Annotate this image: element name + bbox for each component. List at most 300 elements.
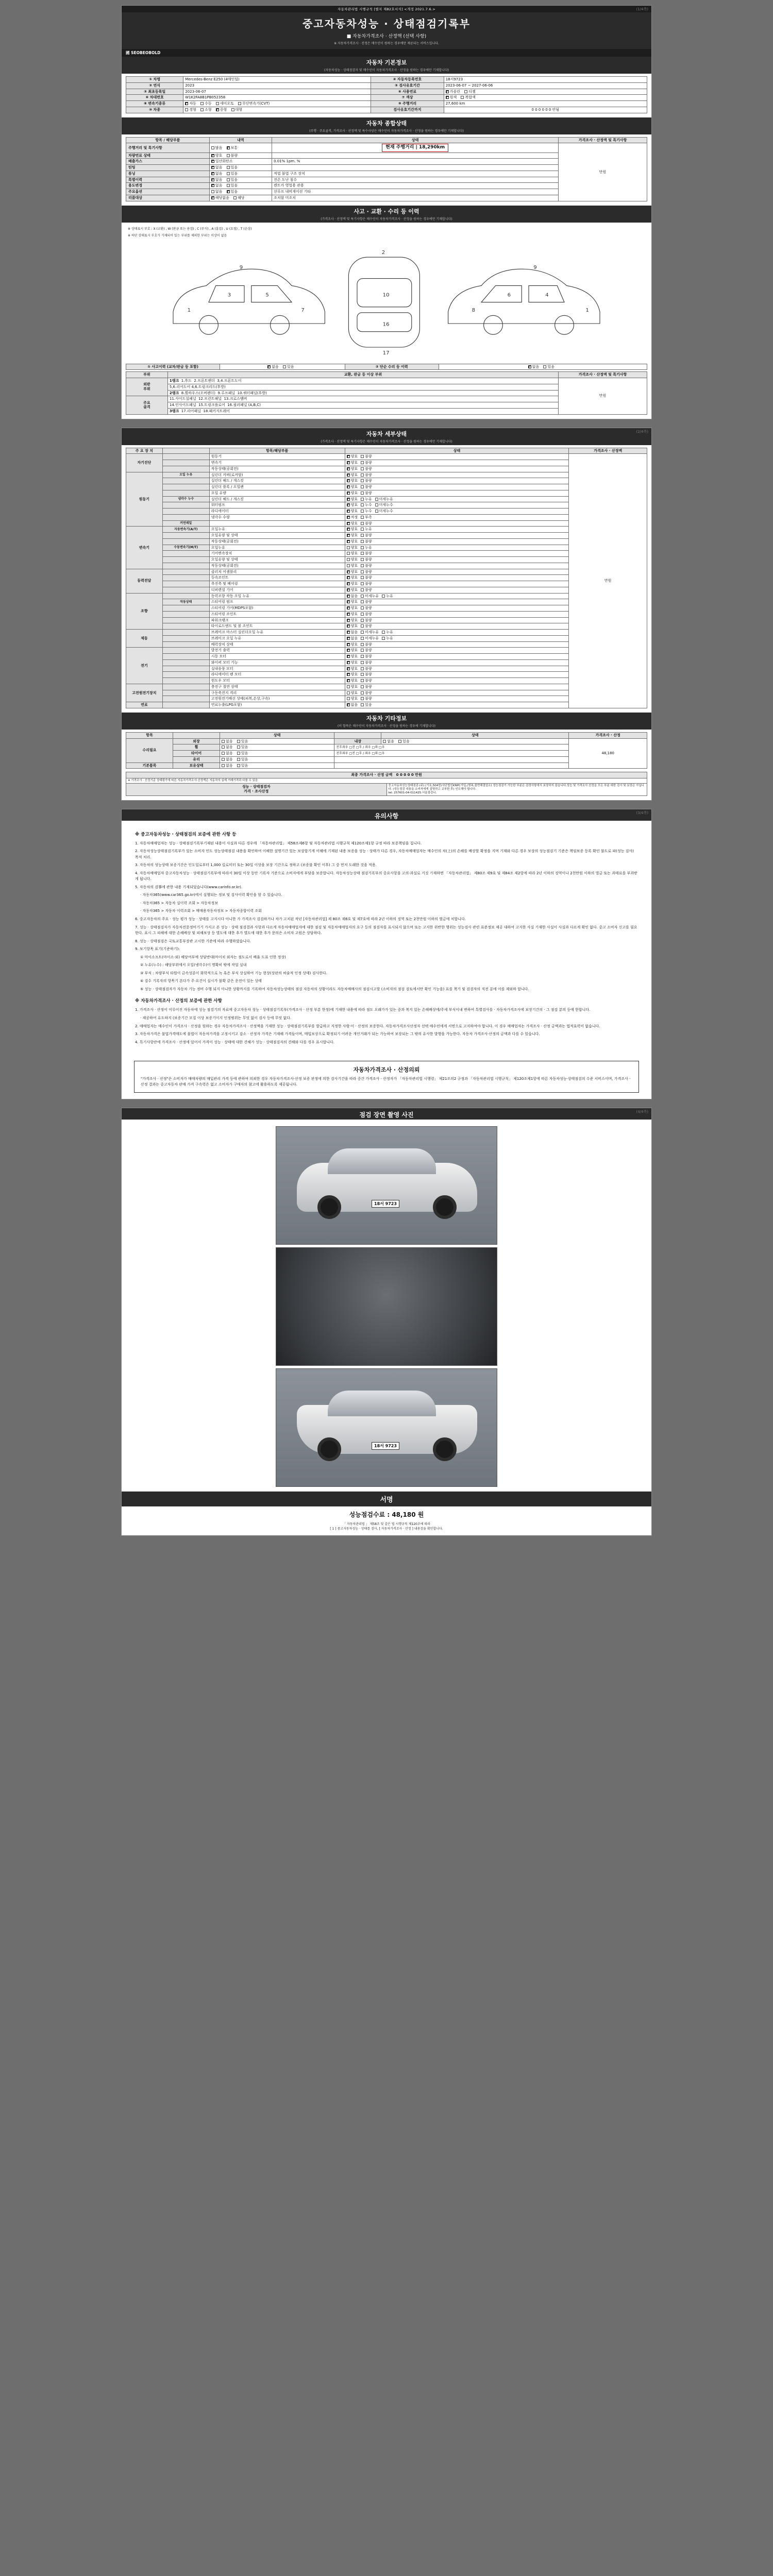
- detail-item-options[interactable]: [345, 490, 569, 496]
- detail-item-label: 충전구 절연 상태: [209, 684, 345, 690]
- checkbox-미세누유[interactable]: [361, 631, 364, 634]
- checkbox-semiauto[interactable]: [216, 102, 219, 105]
- checkbox-누수[interactable]: [361, 510, 364, 513]
- row-label: 용도변경: [126, 183, 210, 189]
- detail-item-options[interactable]: [345, 684, 569, 690]
- detail-item-options[interactable]: [345, 630, 569, 636]
- option-label: 없음: [225, 739, 233, 743]
- checkbox-yes[interactable]: [237, 764, 240, 767]
- checkbox-있음[interactable]: [361, 703, 364, 706]
- checkbox-co[interactable]: [211, 160, 214, 163]
- checkbox-불량[interactable]: [361, 534, 364, 537]
- row-options[interactable]: [209, 195, 272, 201]
- checkbox-양호[interactable]: [347, 697, 350, 700]
- checkbox-불량[interactable]: [361, 455, 364, 458]
- detail-subgroup-label: 작동상태: [162, 599, 209, 605]
- option-label: 소형: [204, 107, 212, 112]
- checkbox-누유[interactable]: [361, 498, 364, 501]
- checkbox-불량[interactable]: [361, 522, 364, 525]
- checkbox-양호[interactable]: [347, 588, 350, 591]
- table-header-row: [126, 372, 647, 378]
- table-row: [126, 659, 647, 666]
- checkbox-large[interactable]: [231, 108, 234, 111]
- checkbox-불량[interactable]: [361, 667, 364, 670]
- row-memo: 전손 도난 침수: [272, 177, 559, 183]
- detail-item-options[interactable]: [345, 648, 569, 654]
- checkbox-누유[interactable]: [361, 528, 364, 531]
- checkbox-불량[interactable]: [361, 613, 364, 616]
- table-row: [126, 617, 647, 623]
- checkbox-불량[interactable]: [361, 564, 364, 567]
- detail-subgroup-label: [162, 696, 209, 702]
- option-label: 불량: [365, 697, 372, 701]
- table-row: [126, 478, 647, 484]
- checkbox-light[interactable]: [185, 108, 188, 111]
- checkbox-불량[interactable]: [361, 606, 364, 609]
- checkbox-yes[interactable]: [227, 172, 230, 175]
- checkbox-불량[interactable]: [361, 624, 364, 628]
- rank-item: 16.필러패널 (A,B,C): [227, 403, 261, 407]
- checkbox-none[interactable]: [222, 758, 225, 761]
- mileage-unit: km: [459, 101, 465, 106]
- detail-subgroup-label: 자동변속기(A/T): [162, 527, 209, 533]
- detail-subgroup-label: [162, 611, 209, 617]
- checkbox-양호[interactable]: [347, 600, 350, 603]
- checkbox-누유[interactable]: [382, 631, 385, 634]
- field-label: ⑤ 검사유효기간: [371, 82, 444, 89]
- option-label: 누유: [386, 630, 393, 634]
- checkbox-good[interactable]: [211, 154, 214, 157]
- table-row: [126, 107, 647, 113]
- checkbox-양호[interactable]: [347, 552, 350, 555]
- checkbox-medium[interactable]: [216, 108, 219, 111]
- etc-options[interactable]: [220, 756, 334, 762]
- detail-item-options[interactable]: [345, 538, 569, 545]
- checkbox-불량[interactable]: [361, 649, 364, 652]
- inspection-fee: [122, 1506, 651, 1521]
- checkbox-양호[interactable]: [347, 661, 350, 664]
- detail-subgroup-label: [162, 641, 209, 648]
- row-memo: 0.01% 1pm. %: [272, 159, 559, 165]
- checkbox-bad[interactable]: [227, 154, 230, 157]
- row-options[interactable]: [209, 143, 272, 152]
- field-value: 2023: [183, 82, 371, 89]
- checkbox-yes[interactable]: [227, 184, 230, 187]
- checkbox-불량[interactable]: [361, 558, 364, 561]
- checkbox-양호[interactable]: [347, 510, 350, 513]
- checkbox-양호[interactable]: [347, 685, 350, 688]
- detail-item-options[interactable]: [345, 454, 569, 460]
- option-label: 양호: [350, 690, 358, 695]
- checkbox-불량[interactable]: [361, 552, 364, 555]
- row-options[interactable]: [209, 171, 272, 177]
- checkbox-양호[interactable]: [347, 564, 350, 567]
- color-options[interactable]: [444, 95, 647, 101]
- row-label: 배출가스: [126, 159, 210, 165]
- col-header-item: 항목/해당부품: [209, 448, 345, 454]
- detail-item-options[interactable]: [345, 605, 569, 612]
- checkbox-none[interactable]: [222, 764, 225, 767]
- checkbox-none[interactable]: [383, 740, 386, 743]
- rank-item: 13.크로스멤버: [224, 397, 247, 401]
- option-label: 없음: [225, 745, 233, 750]
- row-options[interactable]: [209, 152, 272, 159]
- checkbox-양호[interactable]: [347, 624, 350, 628]
- checkbox-불량[interactable]: [361, 685, 364, 688]
- detail-item-options[interactable]: [345, 533, 569, 539]
- table-row: [126, 514, 647, 520]
- checkbox-yes[interactable]: [227, 178, 230, 181]
- price-summary-table: [126, 772, 647, 795]
- notice-item: ② 누유(누수) : 해당부위에서 오일(냉각수)이 명확히 밖에 작업 실내: [140, 963, 247, 968]
- detail-item-label: 실린더 블록 / 오일팬: [209, 484, 345, 490]
- etc-position-options[interactable]: 전후좌우 □전 □후 / 좌우 □좌 □우: [334, 744, 569, 751]
- checkbox-small[interactable]: [200, 108, 204, 111]
- row-label: 차량연료 상태: [126, 152, 210, 159]
- section-overall-subtitle: (주행 · 주요골격, 가격조사 · 산정액 및 특수사양은 매수인이 자동차가격조사 · 산정을 원하는 경우에만 기재합니다): [122, 128, 651, 134]
- checkbox-없음[interactable]: [347, 595, 350, 598]
- checkbox-양호[interactable]: [347, 522, 350, 525]
- checkbox-양호[interactable]: [347, 498, 350, 501]
- detail-item-options[interactable]: [345, 599, 569, 605]
- checkbox-none[interactable]: [222, 740, 225, 743]
- detail-item-options[interactable]: [345, 484, 569, 490]
- rank-row: [167, 408, 558, 414]
- checkbox-양호[interactable]: [347, 479, 350, 482]
- checkbox-양호[interactable]: [347, 528, 350, 531]
- option-label: 불량: [365, 666, 372, 671]
- checkbox-미세누유[interactable]: [375, 498, 378, 501]
- checkbox-없음[interactable]: [347, 637, 350, 640]
- detail-item-options[interactable]: [345, 575, 569, 581]
- checkbox-accident-yes[interactable]: [283, 365, 286, 368]
- checkbox-불량[interactable]: [361, 619, 364, 622]
- checkbox-single-color[interactable]: [446, 96, 449, 99]
- option-label: 불량: [365, 690, 372, 695]
- option-label: 없음: [215, 177, 223, 182]
- notice-item: ⑤ 성능 · 상태점검자가 자동차 기능 정비 수행 되지 아니한 상황까지를 기록하여 자동차성능상태의 점검 자동차의 상황이라도 자동차매매사의 점검시고할 (소비자의 점검 검토에서만 확인 기능을) 표를 책기 및 검검자의 직전 분에 이를 제외하 합니다.: [140, 987, 529, 991]
- detail-item-options[interactable]: [345, 545, 569, 551]
- detail-item-options[interactable]: [345, 520, 569, 527]
- detail-item-options[interactable]: [345, 581, 569, 587]
- checkbox-불량[interactable]: [361, 691, 364, 694]
- checkbox-양호[interactable]: [347, 570, 350, 573]
- checkbox-불량[interactable]: [361, 661, 364, 664]
- inspector-statement: [386, 783, 647, 795]
- etc-options[interactable]: [220, 762, 334, 769]
- checkbox-yes[interactable]: [398, 740, 401, 743]
- etc-options[interactable]: [220, 738, 334, 744]
- transmission-options[interactable]: [183, 101, 371, 107]
- option-label: 양호: [350, 697, 358, 701]
- checkbox-yes[interactable]: [227, 166, 230, 169]
- detail-item-options[interactable]: [345, 696, 569, 702]
- checkbox-양호[interactable]: [347, 473, 350, 477]
- detail-item-options[interactable]: [345, 569, 569, 575]
- checkbox-gasoline[interactable]: [446, 90, 449, 93]
- rank-item: 14.인사이드패널: [169, 403, 196, 407]
- checkbox-없음[interactable]: [347, 631, 350, 634]
- detail-item-label: 냉각수 수량: [209, 514, 345, 520]
- checkbox-미세누유[interactable]: [361, 595, 364, 598]
- detail-item-options[interactable]: [345, 617, 569, 623]
- etc-options[interactable]: [220, 751, 334, 757]
- checkbox-불량[interactable]: [361, 540, 364, 543]
- checkbox-none[interactable]: [211, 166, 214, 169]
- checkbox-불량[interactable]: [361, 600, 364, 603]
- detail-item-options[interactable]: [345, 702, 569, 708]
- detail-item-options[interactable]: [345, 472, 569, 478]
- checkbox-불량[interactable]: [361, 655, 364, 658]
- detail-subgroup-label: [162, 454, 209, 460]
- detail-item-options[interactable]: [345, 641, 569, 648]
- option-label: 불량: [365, 551, 372, 556]
- etc-position-options[interactable]: 전후좌우 □전 □후 / 좌우 □좌 □우: [334, 751, 569, 757]
- checkbox-불량[interactable]: [361, 673, 364, 676]
- checkbox-none[interactable]: [222, 745, 225, 749]
- checkbox-none[interactable]: [211, 178, 214, 181]
- col-header-state2: 상태: [381, 732, 569, 738]
- checkbox-manual[interactable]: [200, 102, 204, 105]
- detail-item-label: 디퍼렌셜 기어: [209, 587, 345, 593]
- option-label: 양호: [350, 618, 358, 622]
- rank-item: 18.패키지트레이: [203, 409, 230, 413]
- checkbox-양호[interactable]: [347, 643, 350, 646]
- col-header-item: 항목 / 해당부품: [126, 137, 210, 143]
- checkbox-부족[interactable]: [361, 516, 364, 519]
- detail-item-options[interactable]: [345, 460, 569, 466]
- table-row: [126, 538, 647, 545]
- checkbox-yes[interactable]: [237, 758, 240, 761]
- checkbox-누유[interactable]: [361, 546, 364, 549]
- detail-item-options[interactable]: [345, 496, 569, 502]
- checkbox-양호[interactable]: [347, 485, 350, 488]
- checkbox-누수[interactable]: [361, 503, 364, 506]
- section-etc-title: 자동차 기타정보: [122, 713, 651, 723]
- row-options[interactable]: [209, 183, 272, 189]
- checkbox-양호[interactable]: [347, 667, 350, 670]
- option-label: 불량: [365, 642, 372, 647]
- section-etc-subtitle: (이 항목은 매수인이 자동차가격조사 · 산정을 원하는 경우에 기재합니다): [122, 723, 651, 730]
- table-row: [126, 101, 647, 107]
- checkbox-불량[interactable]: [361, 473, 364, 477]
- table-row: [126, 605, 647, 612]
- detail-subgroup-label: [162, 509, 209, 515]
- detail-item-label: 추진축 및 베어링: [209, 581, 345, 587]
- fee-value: 48,180 원: [392, 1511, 424, 1518]
- field-value: W1K2FA8B1PB052358: [183, 95, 371, 101]
- etc-options[interactable]: [381, 738, 569, 744]
- detail-item-options[interactable]: [345, 659, 569, 666]
- type-options[interactable]: [183, 107, 371, 113]
- accident-history-value[interactable]: 없음 있음: [220, 364, 345, 370]
- checkbox-yes[interactable]: [227, 190, 230, 193]
- accident-legend-1: ※ 상태표시 부호 : X (교환) , W (판금 또는 용접) , C (부식) , A (흠집) , U (요철) , T (손상): [128, 227, 252, 231]
- checkbox-양호[interactable]: [347, 619, 350, 622]
- option-label: 미세누유: [365, 594, 379, 598]
- checkbox-yes[interactable]: [237, 745, 240, 749]
- detail-item-options[interactable]: [345, 678, 569, 684]
- detail-item-options[interactable]: [345, 509, 569, 515]
- checkbox-accident-none[interactable]: [267, 365, 271, 368]
- detail-subgroup-label: [162, 581, 209, 587]
- checkbox-누유[interactable]: [382, 595, 385, 598]
- detail-item-options[interactable]: [345, 635, 569, 641]
- checkbox-양호[interactable]: [347, 461, 350, 464]
- option-label: 자동: [189, 101, 196, 106]
- detail-item-options[interactable]: [345, 690, 569, 696]
- row-options[interactable]: [209, 165, 272, 171]
- row-options[interactable]: [209, 177, 272, 183]
- checkbox-양호[interactable]: [347, 534, 350, 537]
- checkbox-양호[interactable]: [347, 582, 350, 585]
- checkbox-양호[interactable]: [347, 455, 350, 458]
- detail-item-options[interactable]: [345, 666, 569, 672]
- row-memo: 조치함 미조치: [272, 195, 559, 201]
- checkbox-none[interactable]: [211, 172, 214, 175]
- detail-item-options[interactable]: [345, 557, 569, 563]
- checkbox-미세누유[interactable]: [361, 637, 364, 640]
- checkbox-diesel[interactable]: [464, 90, 467, 93]
- etc-options[interactable]: [220, 744, 334, 751]
- document-title-block: [122, 12, 651, 49]
- checkbox-불량[interactable]: [361, 570, 364, 573]
- table-row: [126, 756, 647, 762]
- checkbox-applicable[interactable]: [233, 196, 237, 199]
- row-options[interactable]: [209, 159, 272, 165]
- detail-item-options[interactable]: [345, 587, 569, 593]
- checkbox-양호[interactable]: [347, 576, 350, 579]
- checkbox-repair-none[interactable]: [528, 365, 531, 368]
- option-label: 불량: [365, 472, 372, 477]
- checkbox-불량[interactable]: [361, 467, 364, 470]
- checkbox-불량[interactable]: [361, 492, 364, 495]
- detail-item-options[interactable]: [345, 502, 569, 509]
- notice-item: · 제공하여 유도하지 (보증기간 모질 이상 보증기이지 인정범위는 무엇 없이 검사 등에 무엇 없다.: [140, 1016, 292, 1021]
- checkbox-누유[interactable]: [382, 637, 385, 640]
- checkbox-불량[interactable]: [361, 582, 364, 585]
- car-body-shape: [297, 1405, 477, 1454]
- detail-item-options[interactable]: [345, 514, 569, 520]
- table-row: [126, 684, 647, 690]
- detail-subgroup-label: [162, 569, 209, 575]
- col-header-group: 주 요 장 치: [126, 448, 163, 454]
- checkbox-없음[interactable]: [347, 703, 350, 706]
- checkbox-불량[interactable]: [361, 588, 364, 591]
- checkbox-양호[interactable]: [347, 679, 350, 682]
- checkbox-양호[interactable]: [347, 546, 350, 549]
- option-label: 양호: [350, 557, 358, 562]
- checkbox-양호[interactable]: [347, 558, 350, 561]
- table-row: [126, 466, 647, 472]
- checkbox-불량[interactable]: [361, 643, 364, 646]
- table-row: [126, 378, 647, 384]
- rank-item: 1.후드: [181, 379, 192, 383]
- option-label: 불량: [365, 679, 372, 683]
- checkbox-양호[interactable]: [347, 467, 350, 470]
- table-row: [126, 772, 647, 778]
- checkbox-불량[interactable]: [361, 479, 364, 482]
- checkbox-양호[interactable]: [347, 540, 350, 543]
- checkbox-불량[interactable]: [361, 461, 364, 464]
- repair-history-value[interactable]: 없음 있음: [439, 364, 647, 370]
- checkbox-auto[interactable]: [185, 102, 188, 105]
- detail-item-options[interactable]: [345, 466, 569, 472]
- etc-price-value: 48,180: [569, 738, 647, 769]
- detail-item-label: 스티어링 조인트: [209, 611, 345, 617]
- checkbox-yes[interactable]: [237, 740, 240, 743]
- checkbox-양호[interactable]: [347, 649, 350, 652]
- checkbox-양호[interactable]: [347, 673, 350, 676]
- checkbox-multi-color[interactable]: [461, 96, 464, 99]
- checkbox-none[interactable]: [211, 190, 214, 193]
- table-row: [126, 751, 647, 757]
- checkbox-불량[interactable]: [361, 697, 364, 700]
- checkbox-양호[interactable]: [347, 655, 350, 658]
- checkbox-양호[interactable]: [347, 606, 350, 609]
- row-options[interactable]: [209, 189, 272, 195]
- notice-item: 4. 특기사항란에 가격조사 · 산정에 있어서 가격이 성능 · 상태에 대한 견해가 성능 · 상태점검자의 견해와 다를 경우 표시합니다.: [135, 1040, 334, 1044]
- checkbox-na[interactable]: [211, 196, 214, 199]
- checkbox-cvt[interactable]: [238, 102, 241, 105]
- detail-item-options[interactable]: [345, 672, 569, 678]
- etc-item-label: 보유상태: [173, 762, 220, 769]
- checkbox-many[interactable]: [211, 146, 214, 149]
- checkbox-불량[interactable]: [361, 679, 364, 682]
- notice-item: 6. 중고자동차의 주요 · 성능 평가 성능 · 상태를 고지시다 아니한 가 가격조사 검검하거나 차가 고치된 작년 [자동차관리법] 제 80조 제6호 및 제7호에 따라 2년 이하의 징역 또는 2천만원 이하의 벌금에 처합니다.: [135, 917, 466, 921]
- checkbox-양호[interactable]: [347, 503, 350, 506]
- detail-item-options[interactable]: [345, 593, 569, 599]
- rank-item: 3,4.프론트도어: [217, 379, 242, 383]
- checkbox-불량[interactable]: [361, 576, 364, 579]
- option-label: 양호: [350, 490, 358, 495]
- checkbox-미세누수[interactable]: [375, 510, 378, 513]
- detail-item-label: 작동상태(공회전): [209, 466, 345, 472]
- detail-item-options[interactable]: [345, 478, 569, 484]
- option-label: 없음: [215, 165, 223, 170]
- table-row: [126, 82, 647, 89]
- checkbox-양호[interactable]: [347, 691, 350, 694]
- checkbox-불량[interactable]: [361, 485, 364, 488]
- transmission-label: ⑧ 변속기종류: [126, 101, 183, 107]
- field-value: Mercedes-Benz E250 (4매인덜): [183, 77, 371, 83]
- detail-item-options[interactable]: [345, 527, 569, 533]
- detail-item-options[interactable]: [345, 563, 569, 569]
- price-summary-title: [126, 772, 647, 778]
- table-row: [126, 690, 647, 696]
- checkbox-repair-yes[interactable]: [543, 365, 546, 368]
- option-label: 불량: [365, 490, 372, 495]
- option-label: 없음: [350, 636, 358, 640]
- checkbox-none[interactable]: [211, 184, 214, 187]
- table-row: [126, 581, 647, 587]
- checkbox-yes[interactable]: [237, 752, 240, 755]
- fuel-options[interactable]: [444, 89, 647, 95]
- checkbox-양호[interactable]: [347, 613, 350, 616]
- detail-item-options[interactable]: [345, 623, 569, 630]
- detail-subgroup-label: [162, 490, 209, 496]
- checkbox-normal[interactable]: [227, 146, 230, 149]
- checkbox-none[interactable]: [222, 752, 225, 755]
- checkbox-양호[interactable]: [347, 492, 350, 495]
- detail-item-label: 클러치 어셈블리: [209, 569, 345, 575]
- checkbox-적정[interactable]: [347, 516, 350, 519]
- detail-item-label: 스티어링 기어(MDPS포함): [209, 605, 345, 612]
- checkbox-미세누수[interactable]: [375, 503, 378, 506]
- detail-item-options[interactable]: [345, 551, 569, 557]
- detail-item-options[interactable]: [345, 654, 569, 660]
- detail-item-options[interactable]: [345, 611, 569, 617]
